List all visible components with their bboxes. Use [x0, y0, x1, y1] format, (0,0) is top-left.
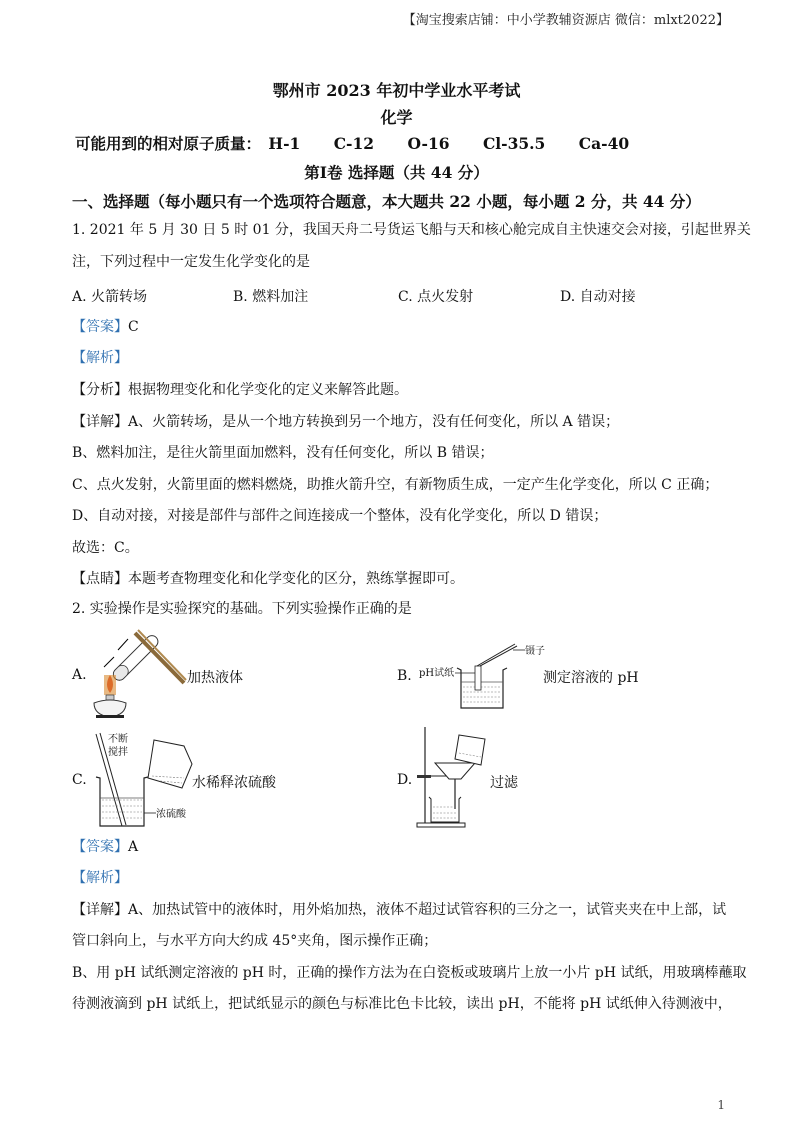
q1-detail-d: D、自动对接，对接是部件与部件之间连接成一个整体，没有化学变化，所以 D 错误； — [72, 508, 608, 524]
svg-text:不断: 不断 — [108, 734, 128, 745]
dilute-acid-figure — [92, 728, 202, 828]
q1-detail-b: B、燃料加注，是往火箭里面加燃料，没有任何变化，所以 B 错误； — [72, 445, 494, 461]
section-title: 一、选择题（每小题只有一个选项符合题意，本大题共 22 小题，每小题 2 分，共 44 分） — [72, 192, 701, 211]
exam-title: 鄂州市 2023 年初中学业水平考试 — [272, 81, 521, 100]
detail-label: 【详解】 — [72, 902, 128, 918]
q2-analysis-label: 【解析】 — [72, 870, 128, 886]
answer-value: C — [128, 319, 139, 335]
filtration-figure — [415, 725, 495, 830]
q1-fenxi — [72, 381, 408, 399]
q1-option-b: B. 燃料加注 — [233, 289, 309, 305]
fenxi-label: 【分析】 — [72, 382, 128, 398]
heating-liquid-figure — [90, 625, 190, 720]
q2-option-c-caption: 水稀释浓硫酸 — [192, 775, 276, 791]
atomic-mass-label: 可能用到的相对原子质量： — [75, 134, 262, 153]
fenxi-text: 根据物理变化和化学变化的定义来解答此题。 — [128, 382, 408, 398]
answer-label: 【答案】 — [72, 839, 128, 855]
atomic-mass-line — [75, 132, 657, 154]
atomic-mass-item: Ca-40 — [578, 134, 630, 153]
q1-answer — [72, 318, 139, 336]
page-number: 1 — [717, 1098, 725, 1112]
q1-analysis-label: 【解析】 — [72, 350, 128, 366]
q2-detail-b2: 待测液滴到 pH 试纸上，把试纸显示的颜色与标准比色卡比较，读出 pH，不能将 pH 试纸伸入待测液中， — [72, 996, 732, 1012]
subject-title: 化学 — [380, 108, 413, 127]
detail-text: A、加热试管中的液体时，用外焰加热，液体不超过试管容积的三分之一，试管夹夹在中上部，试 — [128, 902, 727, 918]
q2-detail-b: B、用 pH 试纸测定溶液的 pH 时，正确的操作方法为在白瓷板或玻璃片上放一小片 pH 试纸，用玻璃棒蘸取 — [72, 965, 747, 981]
q2-answer — [72, 838, 138, 856]
atomic-mass-item: C-12 — [333, 134, 375, 153]
q2-stem: 2. 实验操作是实验探究的基础。下列实验操作正确的是 — [72, 601, 412, 617]
q2-option-d-caption: 过滤 — [490, 775, 518, 791]
header-note: 【淘宝搜索店铺：中小学教辅资源店 微信：mlxt2022】 — [402, 13, 729, 28]
q2-option-c-letter: C. — [72, 772, 87, 788]
volume-title: 第Ⅰ卷 选择题（共 44 分） — [304, 163, 489, 182]
dianjing-label: 【点睛】 — [72, 571, 128, 587]
q2-detail-a2: 管口斜向上，与水平方向大约成 45°夹角，图示操作正确； — [72, 933, 438, 949]
ph-paper-label: pH试纸 — [419, 668, 455, 679]
ph-test-figure — [415, 638, 545, 710]
q2-option-a-letter: A. — [72, 667, 87, 683]
svg-text:浓硫酸: 浓硫酸 — [156, 809, 186, 820]
tweezers-label: 镊子 — [525, 646, 545, 657]
q1-detail-c: C、点火发射，火箭里面的燃料燃烧，助推火箭升空，有新物质生成，一定产生化学变化，所以 C 正确； — [72, 477, 719, 493]
q1-detail-a — [72, 413, 619, 431]
q1-conclusion: 故选：C。 — [72, 540, 139, 556]
detail-text: A、火箭转场，是从一个地方转换到另一个地方，没有任何变化，所以 A 错误； — [128, 414, 620, 430]
detail-label: 【详解】 — [72, 414, 128, 430]
q2-option-a-caption: 加热液体 — [187, 670, 243, 686]
q2-option-b-letter: B. — [397, 668, 412, 684]
q2-option-b-caption: 测定溶液的 pH — [543, 670, 639, 686]
q1-option-d: D. 自动对接 — [560, 289, 636, 305]
answer-value: A — [128, 839, 139, 855]
water-label: 水 — [192, 775, 206, 791]
q1-stem-line2: 注，下列过程中一定发生化学变化的是 — [72, 254, 310, 270]
answer-label: 【答案】 — [72, 319, 128, 335]
q2-detail-a — [72, 901, 726, 919]
atomic-mass-item: O-16 — [407, 134, 450, 153]
atomic-mass-item: H-1 — [268, 134, 301, 153]
q2-option-d-letter: D. — [397, 772, 413, 788]
svg-text:搅拌: 搅拌 — [108, 747, 128, 758]
q1-dianjing — [72, 570, 464, 588]
dianjing-text: 本题考查物理变化和化学变化的区分，熟练掌握即可。 — [128, 571, 464, 587]
q1-option-c: C. 点火发射 — [398, 289, 474, 305]
atomic-mass-item: Cl-35.5 — [482, 134, 546, 153]
q1-stem-line1: 1. 2021 年 5 月 30 日 5 时 01 分，我国天舟二号货运飞船与天和核心舱完成自主快速交会对接，引起世界关 — [72, 222, 751, 238]
q1-option-a: A. 火箭转场 — [72, 289, 148, 305]
